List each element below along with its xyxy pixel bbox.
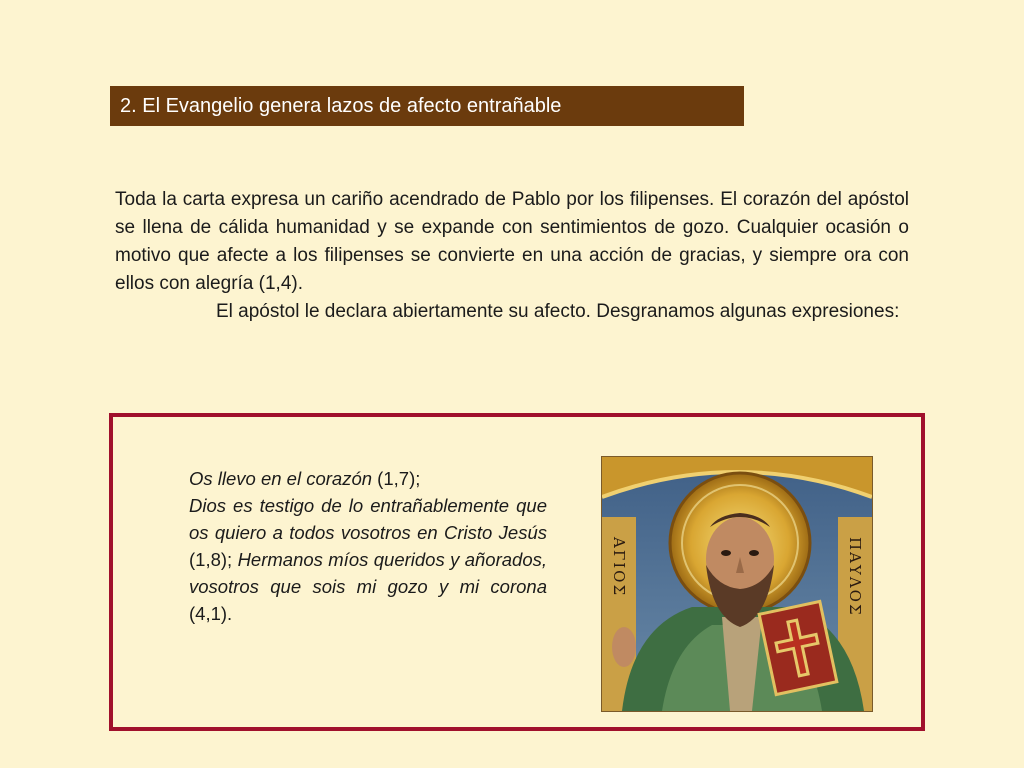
reference-3: (4,1). xyxy=(189,603,233,624)
quote-2: Dios es testigo de lo entrañablemente que os quiero a todos vosotros en Cristo Jesús xyxy=(189,495,547,543)
quote-line-2 xyxy=(189,492,547,627)
reference-2: (1,8); xyxy=(189,549,238,570)
quotes-block xyxy=(189,465,547,627)
intro-paragraph-2: El apóstol le declara abiertamente su afecto. Desgranamos algunas expresiones: xyxy=(216,301,900,322)
slide-title: 2. El Evangelio genera lazos de afecto entrañable xyxy=(110,86,744,126)
quote-frame xyxy=(109,413,925,731)
quote-line-1 xyxy=(189,465,547,492)
intro-text xyxy=(115,186,909,326)
intro-paragraph-1: Toda la carta expresa un cariño acendrado de Pablo por los filipenses. El corazón del apóstol se llena de cálida humanidad y se expande con sentimientos de gozo. Cualquier ocasión o motivo que afecte a los filipenses se convierte en una acción de gracias, y siempre ora con ellos con alegría (1,4). xyxy=(115,189,909,294)
quote-1: Os llevo en el corazón xyxy=(189,468,373,489)
reference-1: (1,7); xyxy=(372,468,421,489)
mosaic-inscription-left: ΑΓΙΟΣ xyxy=(610,537,628,598)
quote-3: Hermanos míos queridos y añorados, vosotros que sois mi gozo y mi corona xyxy=(189,549,547,597)
saint-paul-mosaic-image xyxy=(601,456,873,712)
mosaic-inscription-right: ΠΑΥΛΟΣ xyxy=(846,537,864,617)
